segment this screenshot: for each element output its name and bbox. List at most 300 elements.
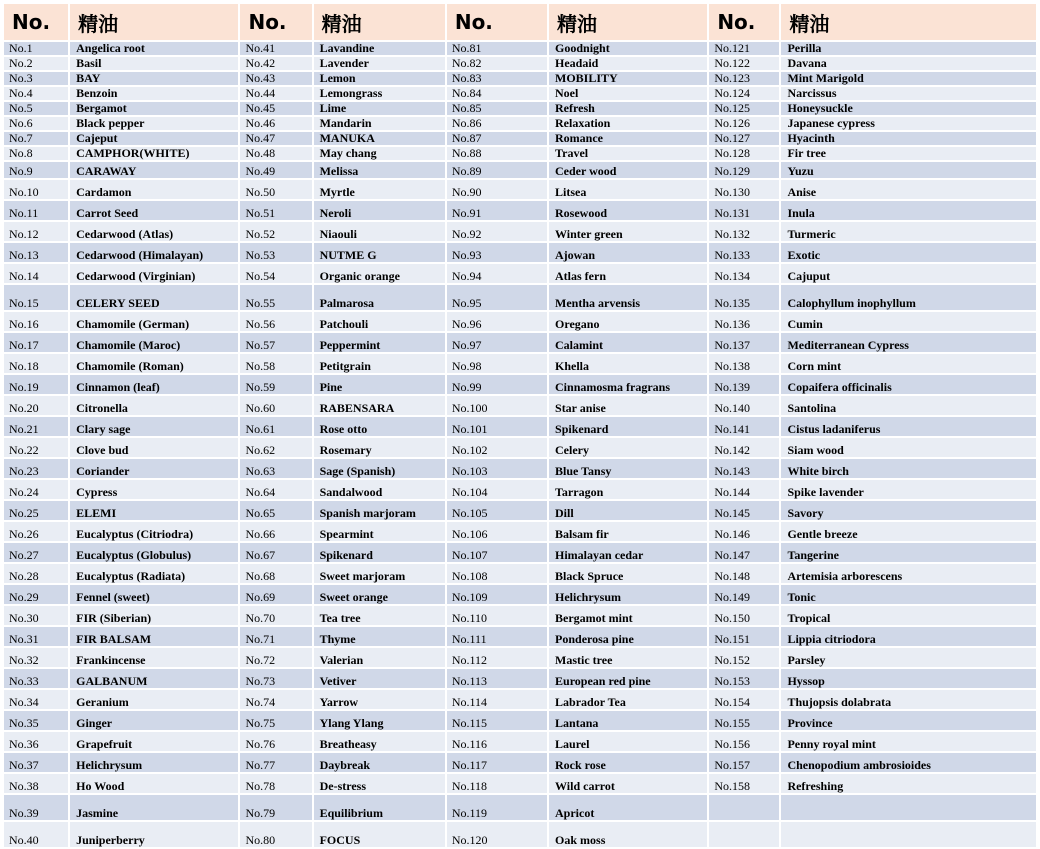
oil-name: Lavandine (314, 42, 445, 55)
table-row (4, 459, 1036, 478)
oil-number: No.57 (240, 333, 311, 352)
oil-name: Honeysuckle (781, 102, 1036, 115)
oil-number: No.2 (4, 57, 68, 70)
oil-name: Rosewood (549, 201, 707, 220)
oil-number: No.22 (4, 438, 68, 457)
oil-name: Juniperberry (70, 822, 238, 847)
oil-number: No.30 (4, 606, 68, 625)
oil-number: No.150 (709, 606, 779, 625)
oil-name: CAMPHOR(WHITE) (70, 147, 238, 160)
table-row (4, 264, 1036, 283)
oil-number: No.11 (4, 201, 68, 220)
oil-number: No.19 (4, 375, 68, 394)
oil-number: No.105 (447, 501, 547, 520)
oil-name: Bergamot mint (549, 606, 707, 625)
oil-number: No.80 (240, 822, 311, 847)
oil-number: No.140 (709, 396, 779, 415)
oil-name: Hyssop (781, 669, 1036, 688)
oil-number: No.36 (4, 732, 68, 751)
oil-name: Balsam fir (549, 522, 707, 541)
oil-name: Lime (314, 102, 445, 115)
oil-number: No.82 (447, 57, 547, 70)
table-row (4, 201, 1036, 220)
oil-number: No.144 (709, 480, 779, 499)
oil-name: Cinnamon (leaf) (70, 375, 238, 394)
oil-number: No.108 (447, 564, 547, 583)
oil-name: Star anise (549, 396, 707, 415)
oil-number: No.29 (4, 585, 68, 604)
oil-name: Mediterranean Cypress (781, 333, 1036, 352)
oil-number: No.87 (447, 132, 547, 145)
oil-name: Lemon (314, 72, 445, 85)
oil-name: Equilibrium (314, 795, 445, 820)
oil-name: Tropical (781, 606, 1036, 625)
oil-name: Vetiver (314, 669, 445, 688)
oil-number: No.114 (447, 690, 547, 709)
oil-number: No.32 (4, 648, 68, 667)
oil-name: Sweet orange (314, 585, 445, 604)
oil-number: No.77 (240, 753, 311, 772)
table-row (4, 147, 1036, 160)
oil-name: Savory (781, 501, 1036, 520)
oil-number: No.156 (709, 732, 779, 751)
oil-number: No.27 (4, 543, 68, 562)
oil-number: No.39 (4, 795, 68, 820)
oil-name: Helichrysum (549, 585, 707, 604)
oil-number: No.62 (240, 438, 311, 457)
oil-number: No.44 (240, 87, 311, 100)
oil-name: Citronella (70, 396, 238, 415)
oil-number: No.99 (447, 375, 547, 394)
oil-number: No.73 (240, 669, 311, 688)
oil-name: Labrador Tea (549, 690, 707, 709)
oil-name: Rose otto (314, 417, 445, 436)
oil-number: No.154 (709, 690, 779, 709)
table-row (4, 312, 1036, 331)
oil-name: Spikenard (314, 543, 445, 562)
oil-number: No.74 (240, 690, 311, 709)
oil-name: FIR BALSAM (70, 627, 238, 646)
oil-number: No.122 (709, 57, 779, 70)
oil-name: Petitgrain (314, 354, 445, 373)
oil-number: No.100 (447, 396, 547, 415)
oil-name: Santolina (781, 396, 1036, 415)
oil-number: No.59 (240, 375, 311, 394)
oil-number: No.109 (447, 585, 547, 604)
oil-name: MANUKA (314, 132, 445, 145)
oil-number: No.138 (709, 354, 779, 373)
oil-number: No.81 (447, 42, 547, 55)
oil-number: No.133 (709, 243, 779, 262)
table-row (4, 711, 1036, 730)
oil-number: No.152 (709, 648, 779, 667)
header-oil-4: 精油 (781, 4, 1036, 40)
oil-number: No.13 (4, 243, 68, 262)
oil-number: No.26 (4, 522, 68, 541)
table-row (4, 480, 1036, 499)
oil-name: Tonic (781, 585, 1036, 604)
oil-number: No.33 (4, 669, 68, 688)
oil-number: No.129 (709, 162, 779, 178)
oil-number: No.130 (709, 180, 779, 199)
oil-number: No.17 (4, 333, 68, 352)
oil-number: No.118 (447, 774, 547, 793)
oil-number: No.65 (240, 501, 311, 520)
oil-number: No.107 (447, 543, 547, 562)
oil-number: No.68 (240, 564, 311, 583)
table-row (4, 438, 1036, 457)
oil-name: Clove bud (70, 438, 238, 457)
oil-name: Blue Tansy (549, 459, 707, 478)
oil-number: No.113 (447, 669, 547, 688)
oil-number: No.9 (4, 162, 68, 178)
oil-number: No.89 (447, 162, 547, 178)
table-row (4, 627, 1036, 646)
table-row (4, 690, 1036, 709)
oil-number: No.85 (447, 102, 547, 115)
oil-number: No.117 (447, 753, 547, 772)
oil-number: No.5 (4, 102, 68, 115)
oil-number: No.139 (709, 375, 779, 394)
oil-name: Thyme (314, 627, 445, 646)
oil-name: Penny royal mint (781, 732, 1036, 751)
oil-number: No.115 (447, 711, 547, 730)
oil-number: No.98 (447, 354, 547, 373)
oil-name: Romance (549, 132, 707, 145)
oil-number: No.131 (709, 201, 779, 220)
oil-name: Tarragon (549, 480, 707, 499)
oil-name: BAY (70, 72, 238, 85)
oil-number: No.78 (240, 774, 311, 793)
table-row (4, 417, 1036, 436)
oil-number: No.18 (4, 354, 68, 373)
oil-number: No.142 (709, 438, 779, 457)
oil-number: No.61 (240, 417, 311, 436)
oil-number: No.60 (240, 396, 311, 415)
oil-name: Atlas fern (549, 264, 707, 283)
table-row (4, 333, 1036, 352)
oil-name: Black pepper (70, 117, 238, 130)
oil-name: Chamomile (Maroc) (70, 333, 238, 352)
oil-number: No.155 (709, 711, 779, 730)
oil-number: No.56 (240, 312, 311, 331)
oil-number: No.53 (240, 243, 311, 262)
table-row (4, 243, 1036, 262)
oil-number: No.51 (240, 201, 311, 220)
oil-number: No.123 (709, 72, 779, 85)
oil-name: European red pine (549, 669, 707, 688)
oil-number: No.4 (4, 87, 68, 100)
oil-name: Tangerine (781, 543, 1036, 562)
oil-number: No.76 (240, 732, 311, 751)
oil-name: Apricot (549, 795, 707, 820)
oil-name: Bergamot (70, 102, 238, 115)
oil-name: Palmarosa (314, 285, 445, 310)
table-row (4, 501, 1036, 520)
oil-name: Ylang Ylang (314, 711, 445, 730)
oil-number: No.94 (447, 264, 547, 283)
table-row (4, 522, 1036, 541)
table-row (4, 375, 1036, 394)
oil-name: Mandarin (314, 117, 445, 130)
table-row (4, 564, 1036, 583)
oil-number: No.145 (709, 501, 779, 520)
oil-number: No.10 (4, 180, 68, 199)
oil-name: Celery (549, 438, 707, 457)
oil-name: Angelica root (70, 42, 238, 55)
oil-number: No.69 (240, 585, 311, 604)
header-oil-3: 精油 (549, 4, 707, 40)
oil-name: Fennel (sweet) (70, 585, 238, 604)
oil-name: Black Spruce (549, 564, 707, 583)
table-row (4, 180, 1036, 199)
oil-name: Corn mint (781, 354, 1036, 373)
oil-number: No.121 (709, 42, 779, 55)
header-no-3: No. (447, 4, 547, 40)
oil-number: No.7 (4, 132, 68, 145)
header-no-2: No. (240, 4, 311, 40)
table-row (4, 648, 1036, 667)
oil-name: Ho Wood (70, 774, 238, 793)
oil-number: No.45 (240, 102, 311, 115)
oil-number: No.128 (709, 147, 779, 160)
oil-name: Cypress (70, 480, 238, 499)
oil-number: No.92 (447, 222, 547, 241)
oil-name: Artemisia arborescens (781, 564, 1036, 583)
oil-name: Cedarwood (Virginian) (70, 264, 238, 283)
essential-oil-table (2, 2, 1038, 849)
oil-number: No.12 (4, 222, 68, 241)
oil-name: Mastic tree (549, 648, 707, 667)
oil-number: No.40 (4, 822, 68, 847)
header-oil-1: 精油 (70, 4, 238, 40)
oil-number: No.151 (709, 627, 779, 646)
oil-number: No.103 (447, 459, 547, 478)
oil-name: Melissa (314, 162, 445, 178)
oil-number: No.120 (447, 822, 547, 847)
table-body (4, 42, 1036, 847)
oil-name: Chamomile (German) (70, 312, 238, 331)
oil-number: No.79 (240, 795, 311, 820)
oil-number: No.50 (240, 180, 311, 199)
oil-number: No.106 (447, 522, 547, 541)
table-row (4, 774, 1036, 793)
oil-number: No.84 (447, 87, 547, 100)
oil-name: Sandalwood (314, 480, 445, 499)
oil-name: Patchouli (314, 312, 445, 331)
oil-number: No.93 (447, 243, 547, 262)
oil-number: No.49 (240, 162, 311, 178)
oil-name: Carrot Seed (70, 201, 238, 220)
oil-name: Oregano (549, 312, 707, 331)
oil-number: No.28 (4, 564, 68, 583)
oil-name: Cinnamosma fragrans (549, 375, 707, 394)
oil-number: No.42 (240, 57, 311, 70)
table-row (4, 354, 1036, 373)
oil-name: GALBANUM (70, 669, 238, 688)
oil-number: No.63 (240, 459, 311, 478)
oil-number: No.104 (447, 480, 547, 499)
oil-name: Daybreak (314, 753, 445, 772)
table-row (4, 585, 1036, 604)
oil-name: Mentha arvensis (549, 285, 707, 310)
oil-number: No.136 (709, 312, 779, 331)
oil-number: No.41 (240, 42, 311, 55)
oil-name: Breatheasy (314, 732, 445, 751)
oil-number: No.55 (240, 285, 311, 310)
oil-name: Jasmine (70, 795, 238, 820)
oil-number: No.43 (240, 72, 311, 85)
oil-number: No.97 (447, 333, 547, 352)
oil-number: No.16 (4, 312, 68, 331)
oil-number: No.125 (709, 102, 779, 115)
oil-number: No.34 (4, 690, 68, 709)
oil-number: No.1 (4, 42, 68, 55)
header-row (4, 4, 1036, 40)
oil-number: No.86 (447, 117, 547, 130)
oil-number: No.132 (709, 222, 779, 241)
oil-name: Sage (Spanish) (314, 459, 445, 478)
oil-name: Pine (314, 375, 445, 394)
oil-name: Rosemary (314, 438, 445, 457)
oil-number: No.21 (4, 417, 68, 436)
oil-number: No.101 (447, 417, 547, 436)
oil-number: No.15 (4, 285, 68, 310)
oil-name: Noel (549, 87, 707, 100)
oil-number: No.35 (4, 711, 68, 730)
oil-number: No.124 (709, 87, 779, 100)
oil-name: Valerian (314, 648, 445, 667)
table-row (4, 162, 1036, 178)
oil-number: No.157 (709, 753, 779, 772)
oil-number: No.47 (240, 132, 311, 145)
table-row (4, 42, 1036, 55)
oil-number: No.3 (4, 72, 68, 85)
oil-name: Dill (549, 501, 707, 520)
oil-name: Calophyllum inophyllum (781, 285, 1036, 310)
table-row (4, 222, 1036, 241)
table-row (4, 606, 1036, 625)
oil-number (709, 795, 779, 820)
oil-number: No.46 (240, 117, 311, 130)
oil-number: No.119 (447, 795, 547, 820)
oil-number: No.83 (447, 72, 547, 85)
oil-name: RABENSARA (314, 396, 445, 415)
oil-name: Gentle breeze (781, 522, 1036, 541)
oil-name: Sweet marjoram (314, 564, 445, 583)
oil-name: Himalayan cedar (549, 543, 707, 562)
oil-name: Cajuput (781, 264, 1036, 283)
table-row (4, 732, 1036, 751)
oil-name: FOCUS (314, 822, 445, 847)
oil-name: Cajeput (70, 132, 238, 145)
oil-number: No.153 (709, 669, 779, 688)
oil-number: No.37 (4, 753, 68, 772)
oil-name: Headaid (549, 57, 707, 70)
oil-number: No.158 (709, 774, 779, 793)
oil-name (781, 822, 1036, 847)
oil-number: No.135 (709, 285, 779, 310)
oil-number: No.146 (709, 522, 779, 541)
oil-name: Anise (781, 180, 1036, 199)
oil-number: No.6 (4, 117, 68, 130)
table-row (4, 102, 1036, 115)
oil-number: No.66 (240, 522, 311, 541)
table-row (4, 285, 1036, 310)
oil-name: Ponderosa pine (549, 627, 707, 646)
oil-number: No.72 (240, 648, 311, 667)
oil-name: Calamint (549, 333, 707, 352)
table-row (4, 822, 1036, 847)
oil-name: Khella (549, 354, 707, 373)
oil-number: No.126 (709, 117, 779, 130)
oil-name: Davana (781, 57, 1036, 70)
oil-name: Eucalyptus (Radiata) (70, 564, 238, 583)
oil-name: Refresh (549, 102, 707, 115)
oil-name: Yuzu (781, 162, 1036, 178)
oil-name: FIR (Siberian) (70, 606, 238, 625)
oil-name: Japanese cypress (781, 117, 1036, 130)
oil-number: No.110 (447, 606, 547, 625)
oil-name: Tea tree (314, 606, 445, 625)
oil-name: Laurel (549, 732, 707, 751)
oil-name: Hyacinth (781, 132, 1036, 145)
oil-name: Exotic (781, 243, 1036, 262)
oil-name: Lemongrass (314, 87, 445, 100)
oil-name: Ginger (70, 711, 238, 730)
oil-number: No.64 (240, 480, 311, 499)
oil-number: No.71 (240, 627, 311, 646)
oil-number: No.147 (709, 543, 779, 562)
oil-number: No.20 (4, 396, 68, 415)
oil-number: No.112 (447, 648, 547, 667)
oil-name: Cedarwood (Atlas) (70, 222, 238, 241)
oil-name: Turmeric (781, 222, 1036, 241)
oil-number: No.8 (4, 147, 68, 160)
oil-name: Ceder wood (549, 162, 707, 178)
oil-name: Clary sage (70, 417, 238, 436)
oil-name: Eucalyptus (Citriodra) (70, 522, 238, 541)
table-row (4, 669, 1036, 688)
oil-name: Inula (781, 201, 1036, 220)
oil-name: Thujopsis dolabrata (781, 690, 1036, 709)
oil-number: No.137 (709, 333, 779, 352)
oil-number: No.25 (4, 501, 68, 520)
oil-name: Yarrow (314, 690, 445, 709)
oil-name: Chenopodium ambrosioides (781, 753, 1036, 772)
oil-name: Litsea (549, 180, 707, 199)
oil-number: No.88 (447, 147, 547, 160)
oil-name: Mint Marigold (781, 72, 1036, 85)
oil-number: No.143 (709, 459, 779, 478)
oil-name: Eucalyptus (Globulus) (70, 543, 238, 562)
oil-name: Spanish marjoram (314, 501, 445, 520)
oil-name: Helichrysum (70, 753, 238, 772)
table-row (4, 396, 1036, 415)
oil-name: Frankincense (70, 648, 238, 667)
oil-number: No.90 (447, 180, 547, 199)
oil-name: Coriander (70, 459, 238, 478)
oil-name: Lantana (549, 711, 707, 730)
oil-name: Cardamon (70, 180, 238, 199)
oil-name: Spearmint (314, 522, 445, 541)
oil-name: NUTME G (314, 243, 445, 262)
oil-name: Cistus ladaniferus (781, 417, 1036, 436)
table-row (4, 795, 1036, 820)
oil-name: Grapefruit (70, 732, 238, 751)
oil-number (709, 822, 779, 847)
oil-name: CARAWAY (70, 162, 238, 178)
